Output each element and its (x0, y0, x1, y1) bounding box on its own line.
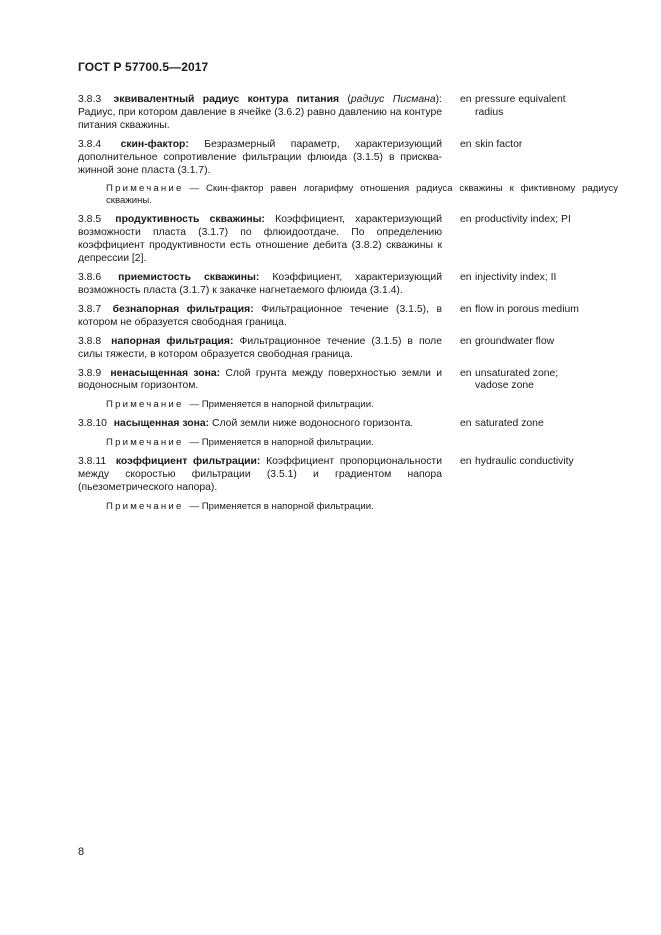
note-text: — Применяется в напорной фильтрации. (189, 437, 374, 449)
language-code: en (460, 214, 472, 226)
term-synonym: радиус Писмана (350, 94, 436, 105)
term-entry (78, 304, 588, 330)
term-entry: 3.8.3 эквивалентный радиус контура питания (радиус Писмана): Радиус, при котором давление в ячейке (3.6.2) равно давлению на контуре питания скважины. en pressure equivalent radius (78, 94, 588, 133)
term-entry (78, 272, 588, 298)
note (78, 501, 618, 513)
language-code: en (460, 272, 472, 284)
note (78, 437, 618, 449)
term-name: продуктивность скважины: (115, 214, 265, 226)
english-equivalent: unsaturated zone; vadose zone (475, 367, 559, 392)
english-equivalent: productivity index; PI (475, 214, 571, 226)
note (78, 399, 618, 411)
term-number: 3.8.11 (78, 456, 107, 468)
english-equivalent: pressure equivalent radius (475, 94, 566, 118)
language-code: en (460, 303, 472, 315)
term-definition: Слой земли ниже водоносного горизонта. (211, 418, 414, 430)
term-name: скин-фактор: (120, 138, 189, 150)
note-label: Примечание (106, 399, 184, 411)
term-entry (78, 418, 588, 431)
term-entry (78, 336, 588, 362)
term-number: 3.8.8 (78, 335, 102, 347)
term-name: насыщенная зона: (113, 418, 210, 430)
term-definition: Коэффициент, характеризующий возможности пласта (3.1.7) по флюидоотдаче. По определению коэффициент продуктивности есть отношение дебита (3.8.2) скважины к депрессии [2]. (78, 214, 442, 265)
term-number: 3.8.10 (78, 418, 107, 430)
term-name: коэффициент фильтрации: (115, 456, 261, 468)
language-code: en (460, 94, 472, 105)
note-text: — Применяется в напорной фильтрации. (189, 399, 374, 411)
note-label: Примечание (106, 183, 184, 195)
english-equivalent: injectivity index; II (475, 272, 557, 284)
term-name: напорная фильтрация: (111, 335, 234, 347)
term-definition: Коэффициент, характеризующий возможность пласта (3.1.7) к закачке нагнетаемого флюида (3.1.4). (78, 272, 443, 296)
term-entry (78, 214, 588, 266)
term-number: 3.8.9 (78, 367, 102, 379)
term-number: 3.8.6 (78, 272, 102, 284)
term-number: 3.8.4 (78, 138, 102, 150)
term-definition: Фильтрационное течение (3.1.5), в котором не образуется свободная граница. (78, 303, 442, 328)
language-code: en (460, 335, 472, 347)
term-number: 3.8.7 (78, 303, 102, 315)
term-name: безнапорная фильтрация: (112, 303, 254, 315)
language-code: en (460, 367, 472, 379)
term-definition: Коэффициент пропорциональности между скоростью фильтрации (3.5.1) и градиентом напора (пьезометрического напора). (78, 456, 442, 494)
note (78, 183, 618, 207)
term-definition: Слой грунта между поверхностью земли и водоносным горизонтом. (78, 367, 443, 392)
term-number: 3.8.5 (78, 214, 102, 226)
term-definition: Безразмерный параметр, характеризующий дополнительное сопротивление фильтрации флюида (3.1.5) в прискважинной зоне пласта (3.1.7). (78, 138, 443, 176)
note-label: Примечание (106, 437, 184, 449)
note-text: — Скин-фактор равен логарифму отношения радиуса скважины к фиктивному радиусу скважины. (106, 183, 618, 207)
term-definition: Фильтрационное течение (3.1.5) в поле силы тяжести, в котором образуется свободная граница. (78, 335, 443, 360)
terms-list (78, 94, 618, 520)
term-entry (78, 368, 588, 394)
document-header: ГОСТ Р 57700.5—2017 (78, 60, 209, 74)
term-name: эквивалентный радиус контура питания (113, 94, 340, 105)
english-equivalent: saturated zone (475, 418, 544, 430)
english-equivalent: flow in porous medium (475, 303, 579, 315)
english-equivalent: groundwater flow (475, 335, 555, 347)
term-name: приемистость скважины: (118, 272, 260, 284)
english-equivalent: hydraulic conductivity (475, 456, 574, 468)
page-number: 8 (78, 846, 85, 858)
term-entry (78, 139, 588, 178)
note-text: — Применяется в напорной фильтрации. (189, 500, 374, 512)
term-number: 3.8.3 (78, 94, 102, 105)
language-code: en (460, 418, 472, 430)
note-label: Примечание (106, 500, 184, 512)
english-equivalent: skin factor (475, 138, 523, 150)
language-code: en (460, 138, 472, 150)
term-name: ненасыщенная зона: (110, 367, 221, 379)
term-definition: Радиус, при котором давление в ячейке (3.6.2) равно давлению на контуре питания скважины. (78, 106, 442, 131)
language-code: en (460, 456, 472, 468)
term-entry (78, 456, 588, 495)
